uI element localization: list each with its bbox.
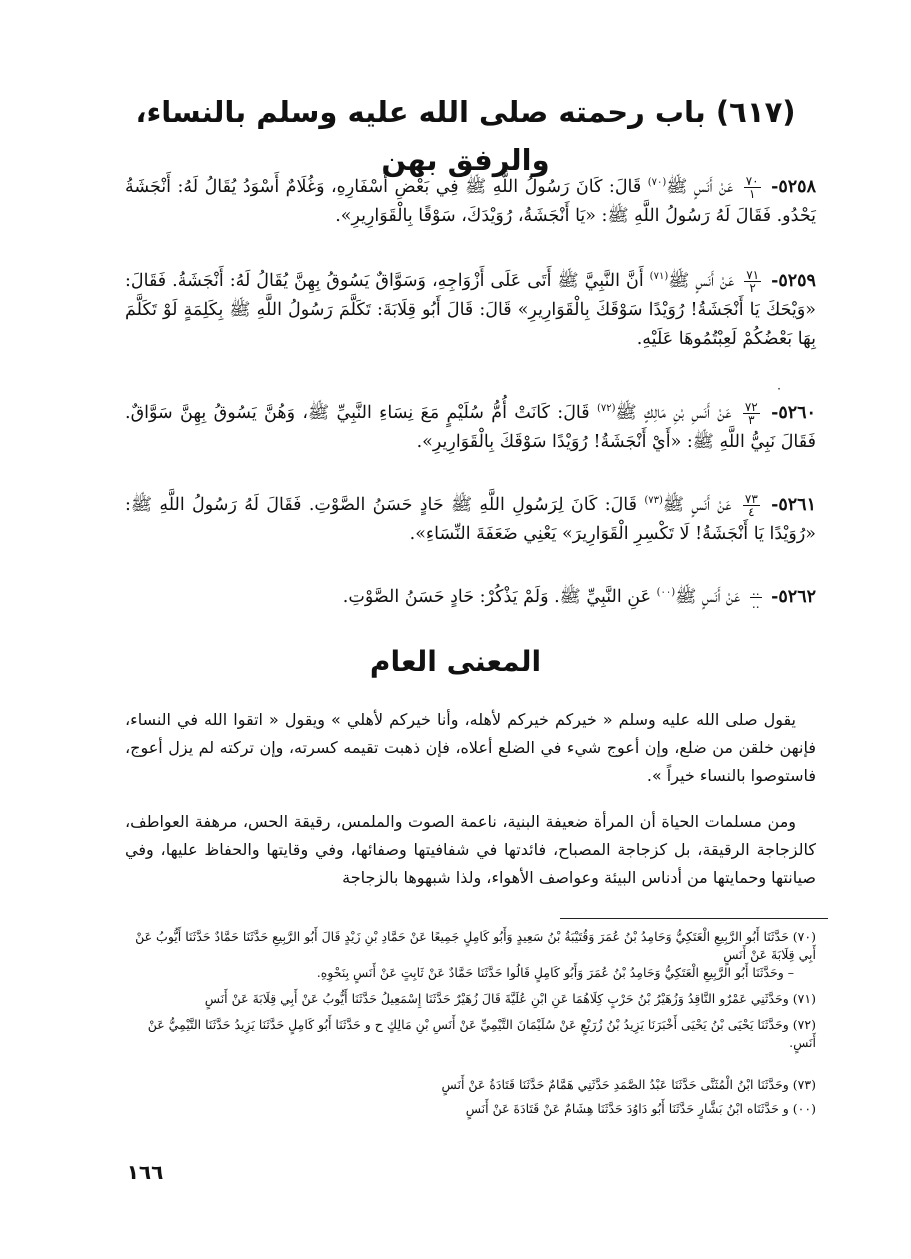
hadith-text: عَنِ النَّبِيِّ ﷺ. وَلَمْ يَذْكُرْ: حَادٍ حَسَنُ الصَّوْتِ. (342, 586, 652, 607)
hadith-narrator: عَنْ أَنَسٍ ﷺ (662, 494, 732, 515)
hadith-narrator: عَنْ أَنَسٍ ﷺ (666, 176, 734, 197)
hadith-fraction: $\frac{٧١}{٢}$ (746, 267, 760, 295)
footnote-00: (٠٠) و حَدَّثَنَاه ابْنُ بَشَّارٍ حَدَّثَنَا أَبُو دَاوُدَ حَدَّثَنَا هِشَامٌ عَنْ قَتَادَةَ عَنْ أَنَسٍ (465, 1101, 816, 1116)
page-number: ١٦٦ (126, 1160, 164, 1184)
footnote-72: (٧٢) وحَدَّثَنَا يَحْيَى بْنُ يَحْيَى أَخْبَرَنَا يَزِيدُ بْنُ زُرَيْعٍ عَنْ سُلَيْمَانَ التَّيْمِيِّ عَنْ أَنَسِ بْنِ مَالِكٍ ح و حَدَّثَنَا أَبُو كَامِلٍ حَدَّثَنَا يَزِيدُ حَدَّثَنَا التَّيْمِيُّ عَنْ أَنَسٍ. (147, 1017, 816, 1050)
hadith-text: قَالَ: كَانَ لِرَسُولِ اللَّهِ ﷺ حَادٍ حَسَنُ الصَّوْتِ. فَقَالَ لَهُ رَسُولُ اللَّهِ ﷺ: «رُوَيْدًا يَا أَنْجَشَةُ! لَا تَكْسِرِ الْقَوَارِيرَ» يَعْنِي ضَعَفَةَ النِّسَاءِ». (125, 494, 816, 544)
hadith-number: ٥٢٥٩- (771, 270, 816, 291)
body-paragraph: يقول صلى الله عليه وسلم « خيركم خيركم لأهله، وأنا خيركم لأهلي » ويقول « اتقوا الله في النساء، فإنهن خلقن من ضلع، وإن أعوج شيء في الضلع أعلاه، فإن ذهبت تقيمه كسرته، وإن تركته لم يزل أعوج، فاستوصوا بالنساء خيراً ». (125, 710, 816, 785)
hadith-text: قَالَ: كَانَ رَسُولُ اللَّهِ ﷺ فِي بَعْضِ أَسْفَارِهِ، وَغُلَامٌ أَسْوَدُ يُقَالُ لَهُ: أَنْجَشَةُ يَحْدُو. فَقَالَ لَهُ رَسُولُ اللَّهِ ﷺ: «يَا أَنْجَشَةُ، رُوَيْدَكَ، سَوْقًا بِالْقَوَارِيرِ». (125, 176, 816, 226)
hadith-number: ٥٢٥٨- (771, 176, 816, 197)
section-heading: المعنى العام (369, 645, 542, 678)
chapter-title: (٦١٧) باب رحمته صلى الله عليه وسلم بالنساء، والرفق بهن (135, 95, 796, 177)
hadith-text: قَالَ: كَانَتْ أُمُّ سُلَيْمٍ مَعَ نِسَاءِ النَّبِيِّ ﷺ، وَهُنَّ يَسُوقُ بِهِنَّ سَوَّاقٌ. فَقَالَ نَبِيُّ اللَّهِ ﷺ: «أَيْ أَنْجَشَةُ! رُوَيْدًا سَوْقَكَ بِالْقَوَارِيرِ». (125, 402, 816, 452)
hadith-fraction: $\frac{٧٢}{٣}$ (744, 399, 758, 427)
hadith-5258 (125, 168, 816, 231)
hadith-narrator: عَنْ أَنَسِ بْنِ مَالِكٍ ﷺ (615, 402, 732, 423)
footnote-ref: (٧١) (649, 271, 669, 282)
hadith-number: ٥٢٦٠- (771, 402, 816, 423)
footnote-ref: (٧٢) (596, 403, 616, 414)
hadith-5261 (125, 486, 816, 549)
footnote-divider (560, 918, 828, 919)
hadith-text: أَنَّ النَّبِيَّ ﷺ أَتَى عَلَى أَزْوَاجِهِ، وَسَوَّاقٌ يَسُوقُ بِهِنَّ يُقَالُ لَهُ: أَنْجَشَةُ. فَقَالَ: «وَيْحَكَ يَا أَنْجَشَةُ! رُوَيْدًا سَوْقَكَ بِالْقَوَارِيرِ» قَالَ: قَالَ أَبُو قِلَابَةَ: تَكَلَّمَ رَسُولُ اللَّهِ ﷺ بِكَلِمَةٍ لَوْ تَكَلَّمَ بِهَا بَعْضُكُمْ لَعِبْتُمُوهَا عَلَيْهِ. (125, 270, 816, 349)
hadith-5259 (125, 262, 816, 354)
hadith-number: ٥٢٦٢- (771, 586, 816, 607)
hadith-fraction: $\frac{٧٠}{١}$ (745, 173, 759, 201)
hadith-number: ٥٢٦١- (771, 494, 816, 515)
footnote-71: (٧١) وحَدَّثَنِي عَمْرٌو النَّاقِدُ وَزُهَيْرُ بْنُ حَرْبٍ كِلَاهُمَا عَنِ ابْنِ عُلَيَّةَ قَالَ زُهَيْرٌ حَدَّثَنَا إِسْمَعِيلُ حَدَّثَنَا أَيُّوبُ عَنْ أَبِي قِلَابَةَ عَنْ أَنَسٍ (204, 991, 816, 1006)
hadith-fraction: $\frac{..}{..}$ (751, 583, 760, 611)
footnote-70: (٧٠) حَدَّثَنَا أَبُو الرَّبِيعِ الْعَتَكِيُّ وَحَامِدُ بْنُ عُمَرَ وَقُتَيْبَةُ بْنُ سَعِيدٍ وَأَبُو كَامِلٍ جَمِيعًا عَنْ حَمَّادِ بْنِ زَيْدٍ قَالَ أَبُو الرَّبِيعِ حَدَّثَنَا حَمَّادٌ حَدَّثَنَا أَيُّوبُ عَنْ أَبِي قِلَابَةَ عَنْ أَنَسٍ (135, 929, 816, 962)
hadith-fraction: $\frac{٧٣}{٤}$ (744, 491, 758, 519)
footnote-70-continued: – وحَدَّثَنَا أَبُو الرَّبِيعِ الْعَتَكِيُّ وَحَامِدُ بْنُ عُمَرَ وَأَبُو كَامِلٍ قَالُوا حَدَّثَنَا حَمَّادٌ عَنْ ثَابِتٍ عَنْ أَنَسٍ بِنَحْوِهِ. (316, 965, 794, 980)
hadith-5262 (125, 578, 816, 612)
footnote-ref: (٠٠) (656, 587, 676, 598)
footnote-ref: (٧٠) (647, 177, 667, 188)
hadith-narrator: عَنْ أَنَسٍ ﷺ (675, 586, 741, 607)
hadith-5260 (125, 394, 816, 457)
stray-mark: · (777, 382, 781, 396)
hadith-narrator: عَنْ أَنَسٍ ﷺ (668, 270, 735, 291)
footnote-73: (٧٣) وحَدَّثَنَا ابْنُ الْمُثَنَّى حَدَّثَنَا عَبْدُ الصَّمَدِ حَدَّثَنِي هَمَّامٌ حَدَّثَنَا قَتَادَةُ عَنْ أَنَسٍ (441, 1077, 816, 1092)
footnote-ref: (٧٣) (644, 495, 663, 506)
body-paragraph: ومن مسلمات الحياة أن المرأة ضعيفة البنية، ناعمة الصوت والملمس، رقيقة الحس، مرهفة العواطف، كالزجاجة الرقيقة، بل كزجاجة المصباح، فائدتها في شفافيتها وصفائها، وفي وقايتها والحفاظ عليها، وفي صيانتها وحمايتها من أدناس البيئة وعواصف الأهواء، ولذا شبهوها بالزجاجة (125, 812, 816, 887)
